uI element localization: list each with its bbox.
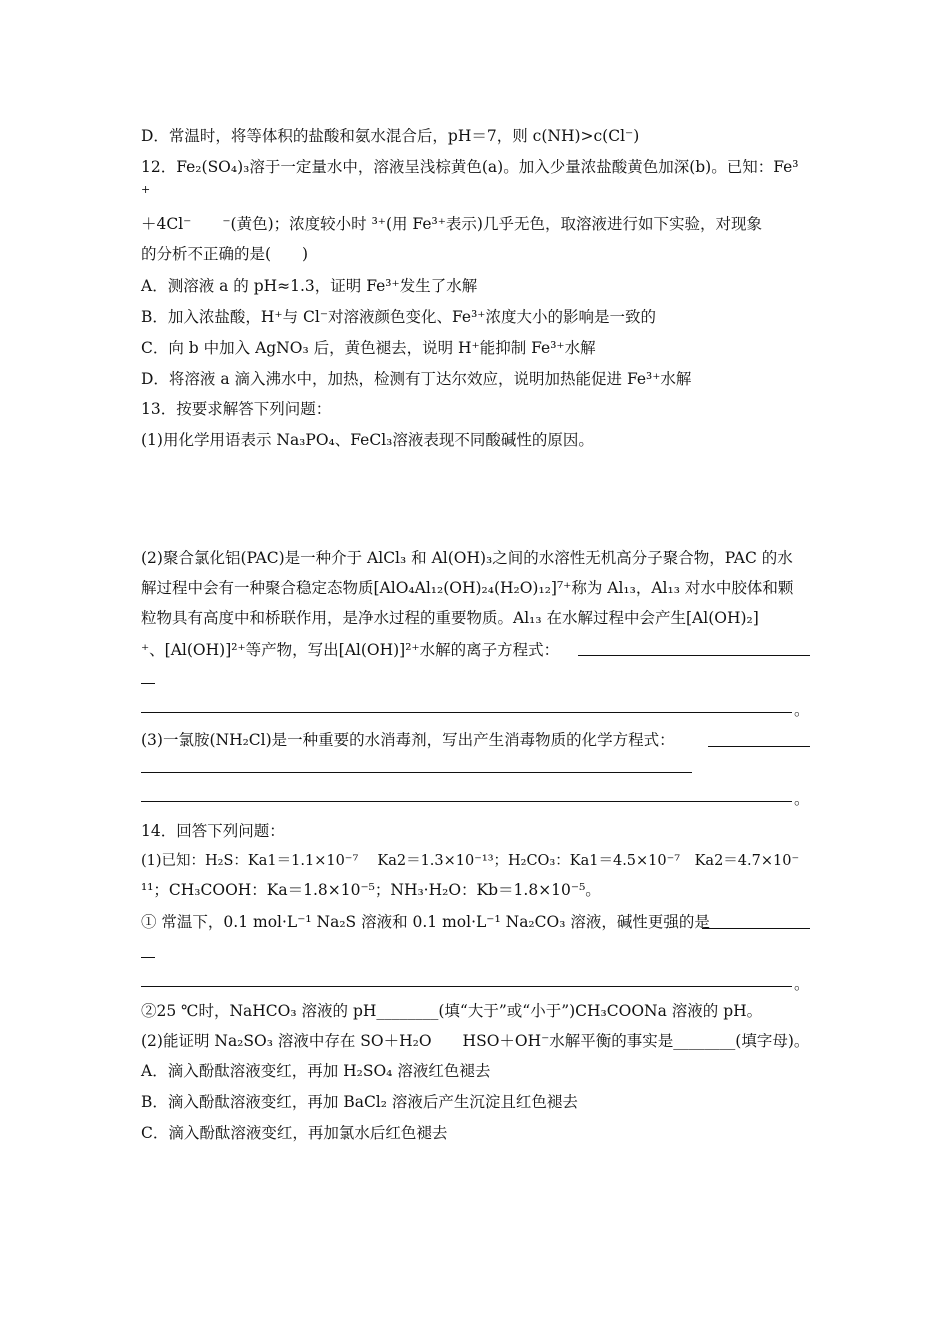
q13-answer-line-3c[interactable]	[141, 801, 792, 802]
q14-question-2: ②25 ℃时，NaHCO₃ 溶液的 pH________(填“大于”或“小于”)CH₃COONa 溶液的 pH。	[141, 1002, 763, 1020]
q13-end-mark-2: 。	[794, 790, 810, 808]
q12-option-a: A．测溶液 a 的 pH≈1.3，证明 Fe³⁺发生了水解	[141, 277, 478, 295]
q14-answer-blank-1-tail[interactable]	[141, 957, 155, 958]
q14-stem: 14．回答下列问题：	[141, 822, 285, 840]
q14-part-1-line-2: ¹¹；CH₃COOH：Ka＝1.8×10⁻⁵；NH₃·H₂O：Kb＝1.8×10⁻⁵。	[141, 881, 601, 899]
q12-option-d: D．将溶液 a 滴入沸水中，加热，检测有丁达尔效应，说明加热能促进 Fe³⁺水解	[141, 370, 692, 388]
q12-stem-line-3: 的分析不正确的是( )	[141, 245, 309, 263]
q13-part-3: (3)一氯胺(NH₂Cl)是一种重要的水消毒剂，写出产生消毒物质的化学方程式：	[141, 731, 675, 749]
q12-stem-line-2: ＋4Cl⁻ ⁻(黄色)；浓度较小时 ³⁺(用 Fe³⁺表示)几乎无色，取溶液进行如下实验，对现象	[141, 215, 762, 233]
q11-option-d: D．常温时，将等体积的盐酸和氨水混合后，pH＝7，则 c(NH)>c(Cl⁻)	[141, 127, 640, 145]
q12-option-c: C．向 b 中加入 AgNO₃ 后，黄色褪去，说明 H⁺能抑制 Fe³⁺水解	[141, 339, 596, 357]
q13-stem: 13．按要求解答下列问题：	[141, 400, 332, 418]
q12-option-b: B．加入浓盐酸，H⁺与 Cl⁻对溶液颜色变化、Fe³⁺浓度大小的影响是一致的	[141, 308, 656, 326]
q14-option-b: B．滴入酚酞溶液变红，再加 BaCl₂ 溶液后产生沉淀且红色褪去	[141, 1093, 578, 1111]
q14-option-a: A．滴入酚酞溶液变红，再加 H₂SO₄ 溶液红色褪去	[141, 1062, 491, 1080]
q14-part-2: (2)能证明 Na₂SO₃ 溶液中存在 SO＋H₂O HSO＋OH⁻水解平衡的事实是________(填字母)。	[141, 1032, 810, 1050]
q13-answer-blank-1[interactable]	[578, 655, 810, 656]
q13-part-2-line-4: ⁺、[Al(OH)]²⁺等产物，写出[Al(OH)]²⁺水解的离子方程式：	[141, 641, 560, 659]
q14-question-1: ① 常温下，0.1 mol·L⁻¹ Na₂S 溶液和 0.1 mol·L⁻¹ Na₂CO₃ 溶液，碱性更强的是	[141, 913, 710, 931]
q14-end-mark: 。	[794, 975, 810, 993]
q13-part-1: (1)用化学用语表示 Na₃PO₄、FeCl₃溶液表现不同酸碱性的原因。	[141, 431, 594, 449]
q13-answer-blank-3[interactable]	[708, 746, 810, 747]
q13-part-2-line-2: 解过程中会有一种聚合稳定态物质[AlO₄Al₁₂(OH)₂₄(H₂O)₁₂]⁷⁺称为 Al₁₃，Al₁₃ 对水中胶体和颗	[141, 579, 794, 597]
q13-part-2-line-3: 粒物具有高度中和桥联作用，是净水过程的重要物质。Al₁₃ 在水解过程中会产生[Al(OH)₂]	[141, 609, 759, 627]
q14-answer-line-1b[interactable]	[141, 986, 792, 987]
q14-option-c: C．滴入酚酞溶液变红，再加氯水后红色褪去	[141, 1124, 448, 1142]
q13-answer-blank-1-tail[interactable]	[141, 683, 155, 684]
q12-stem-overflow: +	[141, 183, 151, 196]
q14-answer-blank-1[interactable]	[702, 928, 810, 929]
q13-answer-line-3b[interactable]	[141, 772, 692, 773]
q14-part-1-line-1: (1)已知：H₂S：Ka1＝1.1×10⁻⁷ Ka2＝1.3×10⁻¹³；H₂CO₃：Ka1＝4.5×10⁻⁷ Ka2＝4.7×10⁻	[141, 853, 800, 869]
q13-answer-line-2[interactable]	[141, 712, 792, 713]
q13-end-mark-1: 。	[794, 701, 810, 719]
q12-stem-line-1: 12．Fe₂(SO₄)₃溶于一定量水中，溶液呈浅棕黄色(a)。加入少量浓盐酸黄色加深(b)。已知：Fe³	[141, 158, 799, 176]
q13-part-2-line-1: (2)聚合氯化铝(PAC)是一种介于 AlCl₃ 和 Al(OH)₃之间的水溶性无机高分子聚合物，PAC 的水	[141, 549, 793, 567]
